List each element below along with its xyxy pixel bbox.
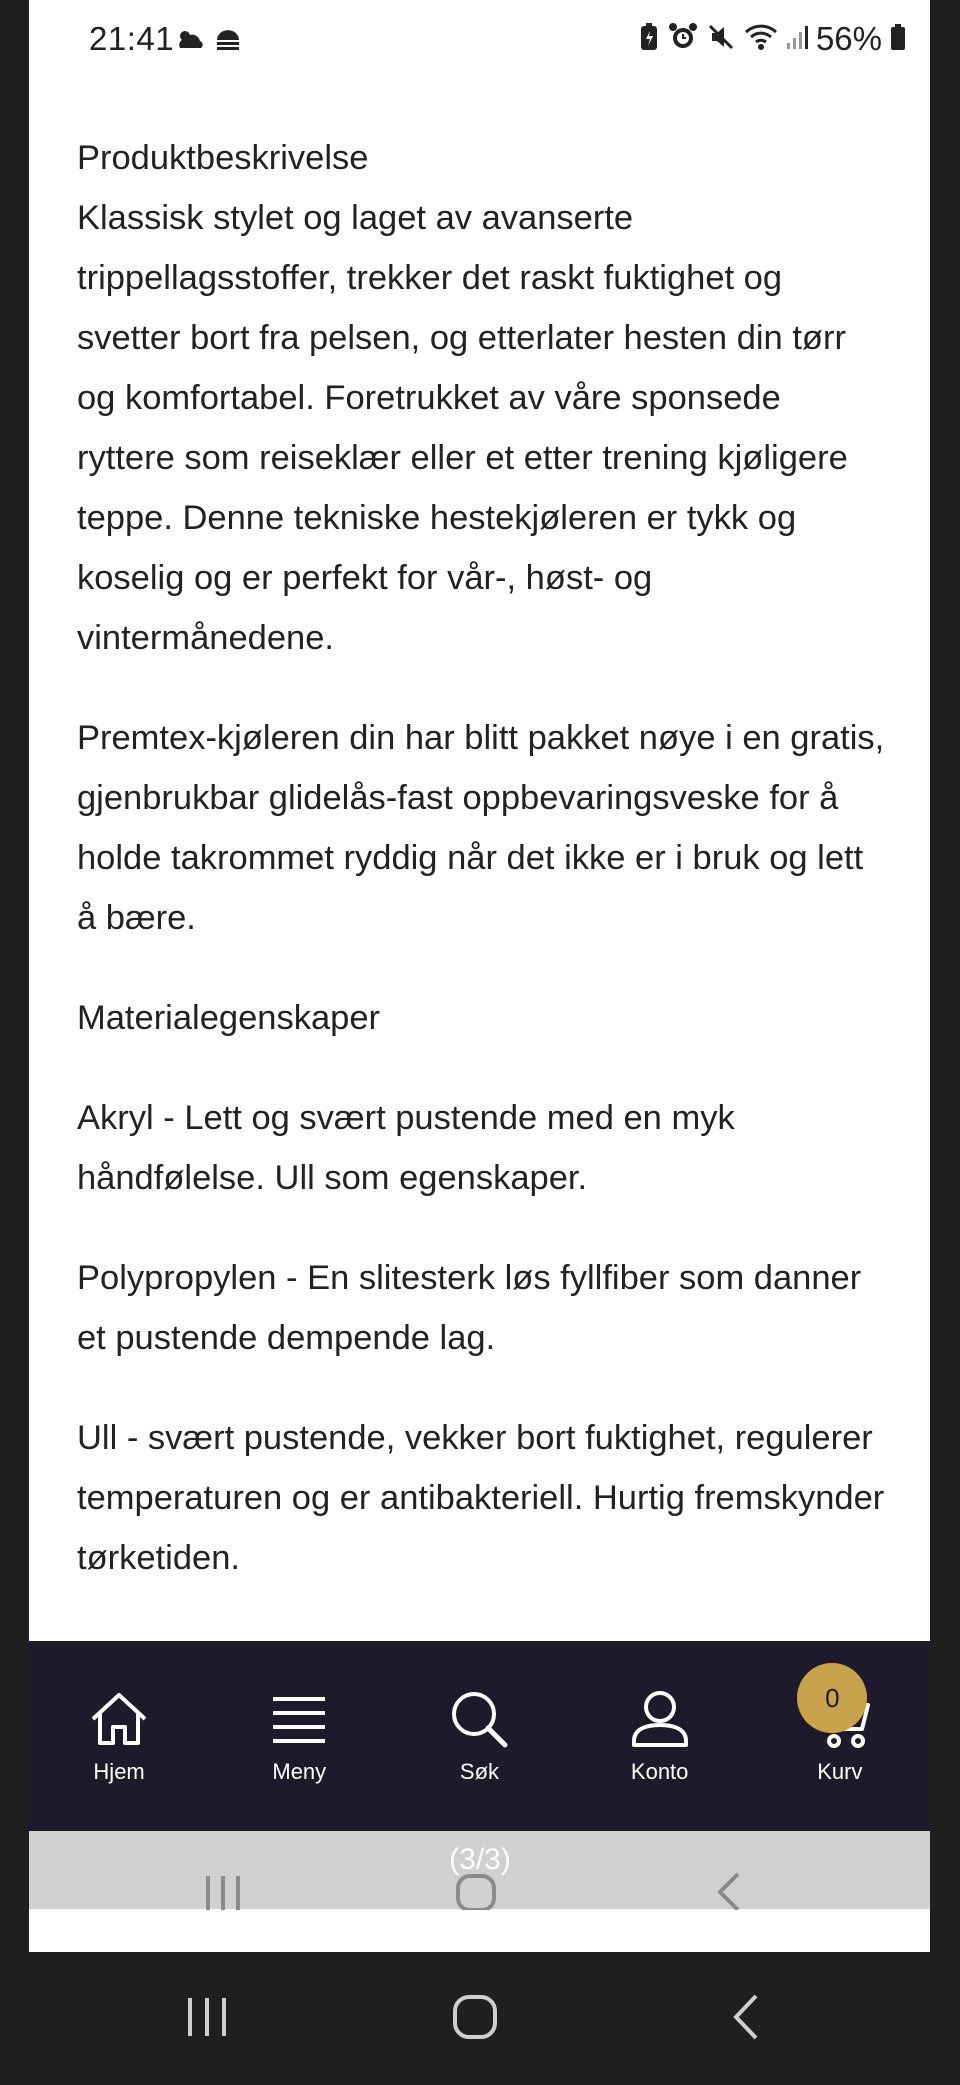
system-navigation-bar (0, 1952, 960, 2080)
materials-heading: Materialegenskaper (77, 999, 381, 1037)
signal-icon (786, 23, 808, 56)
nav-label-home: Hjem (93, 1759, 145, 1784)
storage-icon (214, 28, 242, 57)
cloud-icon (176, 28, 206, 57)
home-circle-icon (455, 1997, 495, 2037)
product-description (77, 128, 887, 1628)
status-left-icons (176, 28, 242, 57)
battery-saver-icon (638, 22, 660, 57)
nav-item-cart[interactable] (752, 1641, 927, 1831)
nav-item-home[interactable] (32, 1641, 207, 1831)
nav-item-search[interactable] (392, 1641, 567, 1831)
battery-percent: 56% (815, 20, 882, 57)
ghost-recent-apps-icon (206, 1876, 240, 1910)
ghost-home-circle-icon (458, 1876, 494, 1910)
account-icon (628, 1687, 692, 1751)
material-wool: Ull - svært pustende, vekker bort fuktighet, regulerer temperaturen og er antibakteriell. Hurtig fremskynder tørketiden. (77, 1419, 885, 1577)
status-time: 21:41 (89, 20, 175, 57)
menu-icon (267, 1687, 331, 1751)
alarm-icon (668, 22, 698, 57)
battery-icon (890, 23, 906, 56)
nav-label-account: Konto (630, 1759, 689, 1784)
page-counter: (3/3) (449, 1843, 511, 1876)
nav-item-menu[interactable] (212, 1641, 387, 1831)
system-nav-buttons (0, 1952, 960, 2080)
status-right (638, 20, 906, 58)
nav-label-menu: Meny (272, 1759, 327, 1784)
bottom-navigation (29, 1641, 930, 1831)
search-icon (447, 1687, 511, 1751)
nav-label-search: Søk (459, 1759, 500, 1784)
back-icon (736, 1996, 756, 2038)
cart-count-badge: 0 (797, 1663, 867, 1733)
recent-apps-icon (188, 1998, 226, 2036)
ghost-back-icon (720, 1874, 738, 1910)
material-polypropylene: Polypropylen - En slitesterk løs fyllfiber som danner et pustende dempende lag. (77, 1259, 862, 1357)
home-icon (87, 1687, 151, 1751)
description-intro: Klassisk stylet og laget av avanserte trippellagsstoffer, trekker det raskt fuktighet og svetter bort fra pelsen, og etterlater hesten din tørr og komfortabel. Foretrukket av våre sponsede ryttere som reiseklær eller et etter trening kjøligere teppe. Denne tekniske hestekjøleren er tykk og koselig og er perfekt for vår-, høst- og vintermånedene. (77, 199, 848, 657)
nav-label-cart: Kurv (817, 1759, 863, 1784)
mute-icon (706, 22, 736, 57)
wifi-icon (744, 22, 778, 57)
material-acrylic: Akryl - Lett og svært pustende med en myk håndfølelse. Ull som egenskaper. (77, 1099, 735, 1197)
packaging-text: Premtex-kjøleren din har blitt pakket nøye i en gratis, gjenbrukbar glidelås-fast oppbevaringsveske for å holde takrommet ryddig når det ikke er i bruk og lett å bære. (77, 719, 885, 937)
nav-item-account[interactable] (572, 1641, 747, 1831)
description-heading: Produktbeskrivelse (77, 139, 369, 177)
status-bar (29, 0, 930, 86)
